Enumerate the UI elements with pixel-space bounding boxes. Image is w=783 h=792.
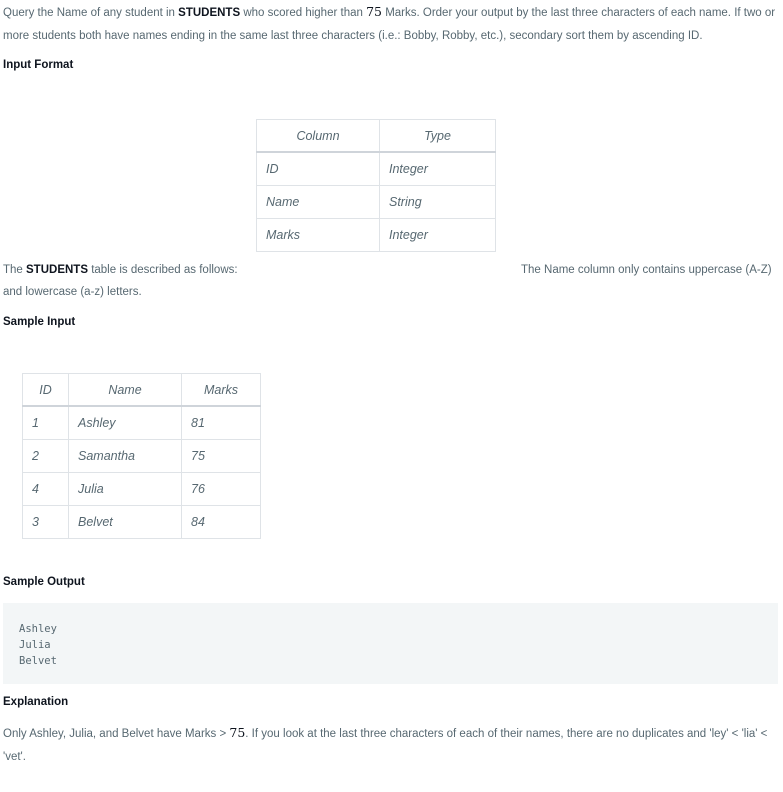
schema-cell: Marks [257,219,380,252]
schema-cell: Name [257,186,380,219]
header-name: Name [69,374,182,407]
statement-text: Marks. Order your output by the last three characters of each name. If two or more students both have names ending in the same last three characters (i.e.: Bobby, Robby, etc.), secondary sort them by ascending ID. [3,7,776,42]
marks-threshold: 75 [229,725,246,740]
explanation-text [3,721,781,769]
explanation-heading: Explanation [3,696,69,708]
explanation-part: . If you look at the last three characters of each of their names, there are no duplicates and 'ley' < 'lia' < 'vet'. [3,728,768,763]
students-table-name: STUDENTS [178,7,241,19]
schema-header-type: Type [380,120,496,153]
desc-text: table is described as follows: [88,264,238,276]
name-column-note: The Name column only contains uppercase (A-Z) [521,264,772,276]
statement-text: who scored higher than [240,7,367,19]
sample-output-code: Ashley Julia Belvet [19,623,57,667]
cell-id: 3 [23,506,69,539]
schema-header-column: Column [257,120,380,153]
students-table-name: STUDENTS [26,264,88,276]
cell-marks: 81 [182,406,261,440]
schema-cell: Integer [380,219,496,252]
table-row [23,440,261,473]
cell-name: Samantha [69,440,182,473]
cell-marks: 75 [182,440,261,473]
cell-marks: 76 [182,473,261,506]
sample-output-codebox [3,603,778,684]
cell-name: Belvet [69,506,182,539]
sample-input-heading: Sample Input [3,316,76,328]
problem-statement [3,0,781,48]
table-row [257,186,496,219]
table-row [23,473,261,506]
cell-id: 4 [23,473,69,506]
cell-id: 1 [23,406,69,440]
table-row [23,406,261,440]
cell-marks: 84 [182,506,261,539]
sample-output-heading: Sample Output [3,576,85,588]
input-format-heading: Input Format [3,59,74,71]
name-column-note-cont: and lowercase (a-z) letters. [3,286,142,298]
schema-table [256,119,496,252]
marks-threshold: 75 [366,4,382,19]
table-row [257,219,496,252]
table-row [257,152,496,186]
cell-id: 2 [23,440,69,473]
sample-input-table [22,373,261,539]
cell-name: Ashley [69,406,182,440]
schema-cell: Integer [380,152,496,186]
header-id: ID [23,374,69,407]
schema-cell: ID [257,152,380,186]
table-description [3,259,238,282]
explanation-part: Only Ashley, Julia, and Belvet have Marks > [3,728,230,740]
statement-text: Query the Name of any student in [3,7,179,19]
cell-name: Julia [69,473,182,506]
schema-cell: String [380,186,496,219]
desc-text: The [3,264,27,276]
table-row [23,506,261,539]
header-marks: Marks [182,374,261,407]
